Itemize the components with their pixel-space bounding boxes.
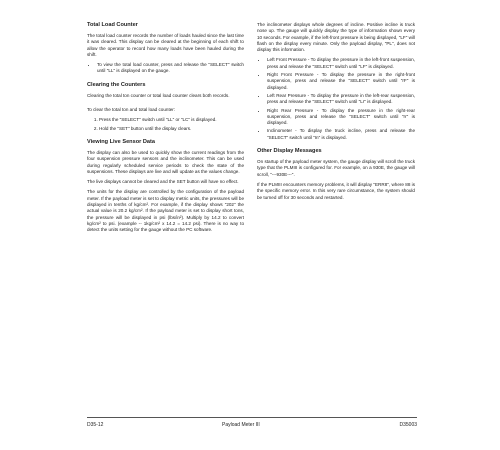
list-item: • Right Rear Pressure - To display the pressure in the right-rear suspension, press and release the "SELECT" switch until "rr" is displayed. <box>267 108 415 127</box>
left-column <box>87 22 244 238</box>
inclinometer-paragraph: The inclinometer displays whole degrees of incline. Positive incline is truck nose up. The gauge will quickly display the type of information shown every 10 seconds. For example, if the left-front pressure is being displayed, "LF" will flash on the display every minute. Only the payload display, "PL", does not display this information. <box>257 22 415 53</box>
footer-section-number: D35-12 <box>87 422 104 428</box>
other-messages-heading: Other Display Messages <box>257 148 322 155</box>
live-sensor-paragraph-2: The live displays cannot be cleared and the SET button will have no effect. <box>87 179 239 185</box>
total-load-counter-list <box>87 62 244 75</box>
right-column <box>257 22 415 205</box>
clearing-counters-intro: To clear the total ton and total load counter: <box>87 107 176 113</box>
total-load-counter-paragraph: The total load counter records the number of loads hauled since the last time it was cleared. This display can be cleared at the beginning of each shift to allow the operator to record how many loads have been hauled during the shift. <box>87 33 244 57</box>
live-sensor-heading: Viewing Live Sensor Data <box>87 138 155 145</box>
clearing-counters-heading: Clearing the Counters <box>87 81 146 88</box>
list-item: • To view the total load counter, press and release the "SELECT" switch until "LL" is displayed on the gauge. <box>97 62 244 75</box>
live-sensor-paragraph-1: The display can also be used to quickly show the current readings from the four suspension pressure sensors and the inclinometer. This can be used during regularly scheduled service periods to check the state of the suspensions. These displays are live and will update as the values change. <box>87 149 244 174</box>
list-item: • Left Front Pressure - To display the pressure in the left-front suspension, press and release the "SELECT" switch until "LF" is displayed. <box>267 57 415 70</box>
other-messages-paragraph-2: If the PLMIII encounters memory problems, it will display "ERR8", where 88 is the specific memory error. In this very rare circumstance, the system should be turned off for 30 seconds and restarted. <box>257 181 415 200</box>
list-item: • Right Front Pressure - To display the pressure in the right-front suspension, press and release the "SELECT" switch until "rF" is displayed. <box>267 72 415 91</box>
list-item: 2. Hold the "SET" button until the display clears. <box>99 126 244 132</box>
list-item: 1. Press the "SELECT" switch until "LL" or "LC" is displayed. <box>99 117 244 123</box>
clearing-counters-paragraph: Clearing the total ton counter or total load counter clears both records. <box>87 92 230 98</box>
list-item: • Left Rear Pressure - To display the pressure in the left-rear suspension, press and release the "SELECT" switch until "Lr" is displayed. <box>267 93 415 106</box>
live-sensor-paragraph-3: The units for the display are controlled by the configuration of the payload meter. If the payload meter is set to display metric units, the pressures will be displayed in tenths of kg/cm². For example, if the display shows "202" the actual value is 20.2 kg/cm². If the payload meter is set to display short tons, the pressure will be displayed in psi (lbs/in²). Multiply by 14.2 to convert kg/cm² to psi. (example -- 1kg/cm² x 14.2 = 14.2 psi). There is no way to detect the units setting for the gauge without the PC software. <box>87 189 244 233</box>
other-messages-paragraph-1: On startup of the payload meter system, the gauge display will scroll the truck type that the PLMIII is configured for. For example, on a 930E, the gauge will scroll, "---930E---". <box>257 159 415 177</box>
footer-document-number: D35003 <box>399 422 417 428</box>
list-item: • Inclinometer - To display the truck incline, press and release the "SELECT" switch until "In" is displayed. <box>267 128 415 141</box>
footer-title: Payload Meter III <box>222 422 260 428</box>
total-load-counter-heading: Total Load Counter <box>87 22 138 28</box>
page-footer <box>87 417 417 430</box>
clearing-steps-list <box>87 117 244 132</box>
sensor-display-list <box>257 57 415 141</box>
